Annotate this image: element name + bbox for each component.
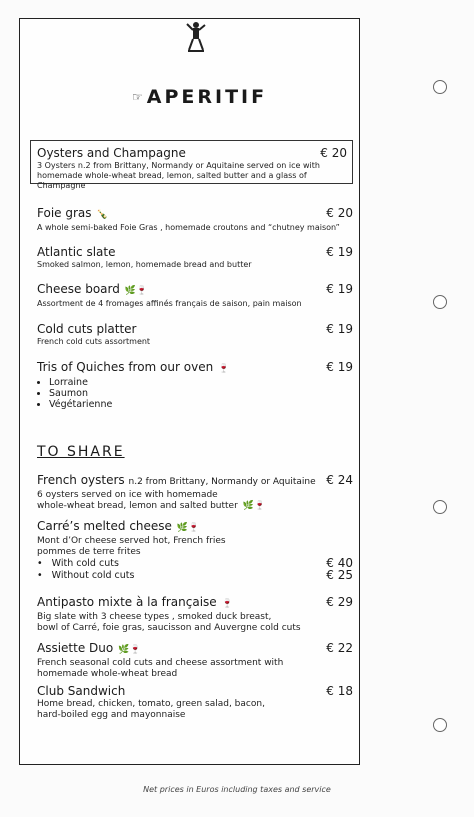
vegetarian-wine-icon: 🌿🍷: [176, 523, 200, 533]
section-title-to-share: TO SHARE: [37, 444, 125, 460]
binder-hole: [433, 80, 447, 94]
option-with-cold-cuts: • With cold cuts € 40: [37, 556, 353, 570]
vegetarian-wine-icon: 🌿🍷: [124, 286, 148, 296]
option-without-cold-cuts: • Without cold cuts € 25: [37, 568, 353, 582]
menu-item-assiette-duo: Assiette Duo 🌿🍷 € 22 French seasonal cold cuts and cheese assortment with homemade whole-wheat bread: [37, 641, 353, 679]
menu-item-atlantic-slate: Atlantic slate € 19 Smoked salmon, lemon, homemade bread and butter: [37, 245, 353, 269]
bottle-icon: 🍾: [96, 210, 108, 220]
bottle-icon: 🍷: [221, 599, 233, 609]
menu-item-cheese-board: Cheese board 🌿🍷 € 19 Assortment de 4 fromages affinés français de saison, pain maison: [37, 282, 353, 308]
menu-item-antipasto: Antipasto mixte à la française 🍷 € 29 Big slate with 3 cheese types , smoked duck breast, bowl of Carré, foie gras, saucisson and Auvergne cold cuts: [37, 595, 353, 633]
aperitif-header: [132, 86, 267, 108]
menu-item-oysters-champagne: Oysters and Champagne € 20 3 Oysters n.2 from Brittany, Normandy or Aquitaine served on ice with homemade whole-wheat bread, lemon, salted butter and a glass of Champagne: [37, 146, 347, 190]
menu-item-french-oysters: French oysters n.2 from Brittany, Normandy or Aquitaine € 24 6 oysters served on ice with homemade whole-wheat bread, lemon and salted butter 🌿🍷: [37, 473, 353, 511]
menu-item-carre-melted-cheese: Carré’s melted cheese 🌿🍷 Mont d’Or cheese served hot, French fries pommes de terre frites • With cold cuts € 40 • Without cold cuts € 25: [37, 519, 353, 582]
menu-item-quiches: Tris of Quiches from our oven 🍷 € 19 • Lorraine • Saumon • Végétarienne: [37, 360, 353, 410]
bottle-icon: 🍷: [218, 364, 230, 374]
footer-note: Net prices in Euros including taxes and service: [143, 785, 331, 794]
quiche-list: • Lorraine • Saumon • Végétarienne: [37, 377, 353, 410]
binder-hole: [433, 500, 447, 514]
menu-item-foie-gras: Foie gras 🍾 € 20 A whole semi-baked Foie Gras , homemade croutons and “chutney maison”: [37, 206, 353, 232]
vegetarian-wine-icon: 🌿🍷: [118, 645, 141, 655]
binder-hole: [433, 295, 447, 309]
page-title: APERITIF: [146, 86, 268, 108]
waiter-logo-icon: [183, 20, 209, 56]
binder-hole: [433, 718, 447, 732]
menu-item-club-sandwich: Club Sandwich € 18 Home bread, chicken, tomato, green salad, bacon, hard-boiled egg and mayonnaise: [37, 684, 353, 720]
menu-item-cold-cuts: Cold cuts platter € 19 French cold cuts assortment: [37, 322, 353, 346]
pointing-hand-icon: ☞: [132, 90, 143, 104]
vegetarian-wine-icon: 🌿🍷: [242, 501, 266, 511]
